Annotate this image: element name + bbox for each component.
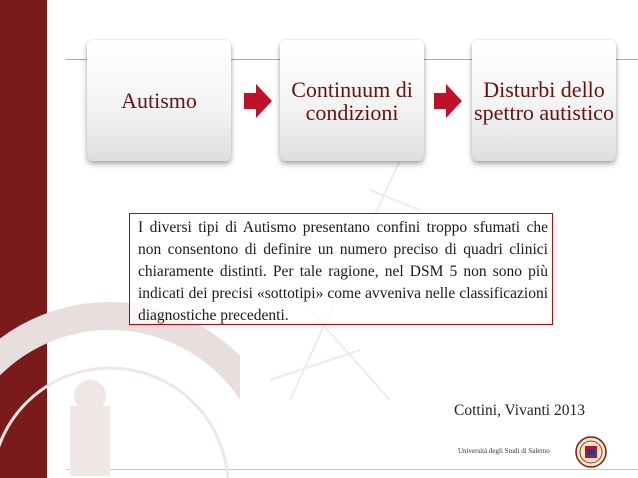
- flow-step-disturbi: [472, 40, 616, 161]
- university-seal-icon: [575, 436, 607, 468]
- flow-step-label: Autismo: [121, 88, 197, 113]
- flow-step-autismo: [87, 40, 231, 161]
- arrow-right-icon: [244, 84, 272, 118]
- flow-step-continuum: [280, 40, 424, 161]
- flow-step-label: Continuum di condizioni: [291, 76, 413, 125]
- note-text: I diversi tipi di Autismo presentano confini troppo sfumati che non consentono di definire un numero preciso di quadri clinici chiaramente distinti. Per tale ragione, nel DSM 5 non sono più indicati dei precisi «sottotipi» come avveniva nelle classificazioni diagnostiche precedenti.: [138, 219, 548, 324]
- university-name: Università degli Studi di Salerno: [458, 447, 550, 455]
- citation: Cottini, Vivanti 2013: [454, 402, 585, 419]
- flow-step-label: Disturbi dello spettro autistico: [474, 76, 614, 125]
- arrow-right-icon: [434, 84, 462, 118]
- note-box: [129, 213, 553, 325]
